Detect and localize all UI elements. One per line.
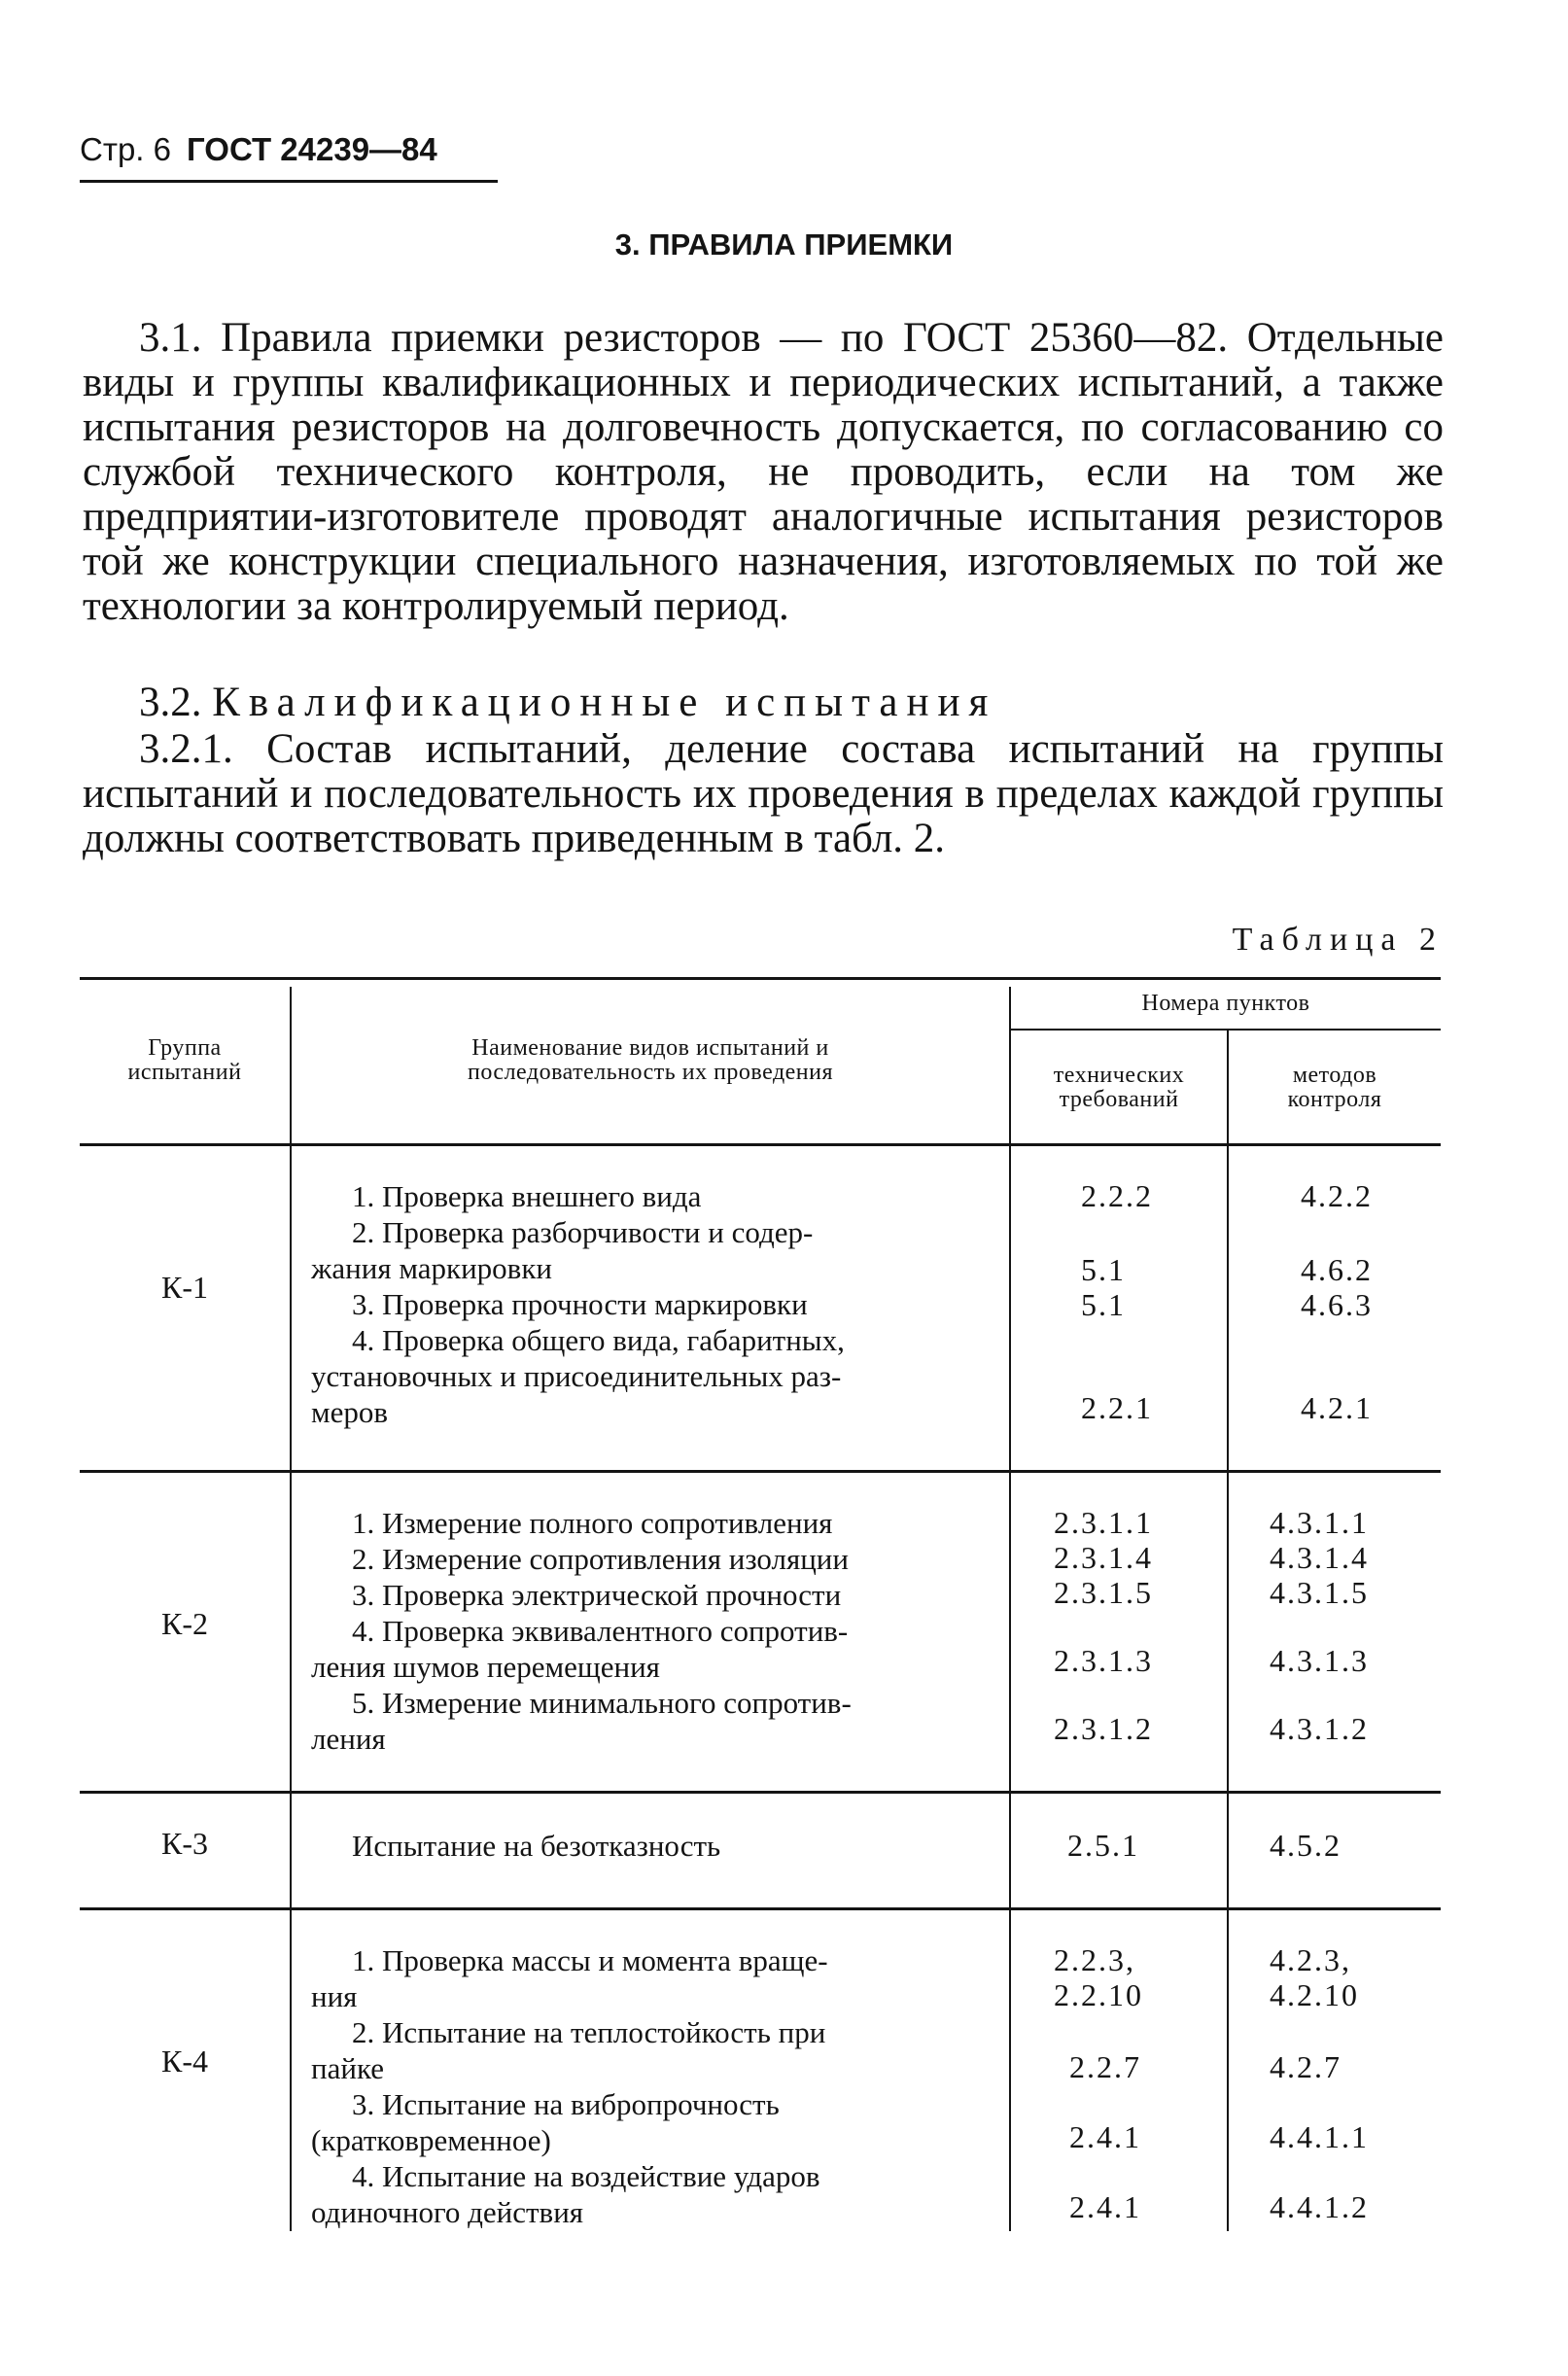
row-k2-tech-7: 2.3.1.2 [1054,1711,1153,1746]
table-caption: Таблица 2 [1232,922,1444,958]
row-k1-method-4: 4.6.3 [1301,1287,1373,1322]
row-k2-line-6: 5. Измерение минимального сопротив- [352,1686,852,1720]
header-numbers: Номера пунктов [1141,991,1310,1016]
header-tech-line-2: требований [1059,1087,1179,1112]
row-k2-tests [311,1505,1001,1757]
row-k1-line-2: 2. Проверка разборчивости и содер- [352,1215,814,1249]
row-k2-line-7: ления [311,1722,386,1756]
header-bottom-rule [80,1143,1441,1146]
page-number: Стр. 6 [80,131,171,167]
page-header [80,131,437,168]
row-k1-tech-1: 2.2.2 [1081,1178,1153,1213]
row-k1-bottom-rule [80,1470,1441,1473]
row-k2-tech-5: 2.3.1.3 [1054,1643,1153,1678]
row-k1-tech-4: 5.1 [1081,1287,1126,1322]
paragraph-3-1 [83,316,1444,629]
row-k2-method-5: 4.3.1.3 [1270,1643,1369,1678]
row-k3-line-1: Испытание на безотказность [352,1829,721,1863]
row-k1-line-5: 4. Проверка общего вида, габаритных, [352,1323,845,1357]
header-tech [1011,1064,1227,1112]
gost-number: ГОСТ 24239—84 [187,131,437,167]
header-name-line-2: последовательность их проведения [467,1060,834,1085]
row-k2-line-2: 2. Измерение сопротивления изоляции [352,1542,849,1576]
row-k4-line-2: ния [311,1979,358,2013]
row-k4-method-1: 4.2.3, [1270,1942,1351,1977]
row-k3-bottom-rule [80,1907,1441,1910]
row-k3-tests [311,1828,1001,1864]
row-k1-tests [311,1178,1001,1430]
paragraph-3-1-text: 3.1. Правила приемки резисторов — по ГОСТ 25360—82. Отдельные виды и группы квалификационных и периодических испытаний, а также испытания резисторов на долговечность допускается, по согласованию со службой технического контроля, не проводить, если на том же предприятии-изготовителе проводят аналогичные испытания резисторов той же конструкции специального назначения, изготовляемых по той же технологии за контролируемый период. [83,315,1444,629]
row-k1-group: К-1 [161,1270,208,1305]
row-k2-bottom-rule [80,1791,1441,1794]
row-k4-tech-1: 2.2.3, [1054,1942,1135,1977]
row-k4-tech-6: 2.4.1 [1069,2119,1141,2154]
row-k3-group: К-3 [161,1826,208,1861]
row-k2-line-1: 1. Измерение полного сопротивления [352,1506,833,1540]
row-k2-method-1: 4.3.1.1 [1270,1505,1369,1540]
row-k1-method-7: 4.2.1 [1301,1390,1373,1425]
row-k4-tests [311,1942,1001,2230]
row-k2-tech-3: 2.3.1.5 [1054,1575,1153,1610]
row-k4-line-7: 4. Испытание на воздействие ударов [352,2159,820,2193]
header-rule [80,180,498,183]
header-methods-line-2: контроля [1287,1087,1382,1112]
row-k4-line-4: пайке [311,2051,384,2085]
row-k1-method-1: 4.2.2 [1301,1178,1373,1213]
header-name [292,1036,1009,1085]
header-group-line-1: Группа [148,1035,222,1061]
header-group-line-2: испытаний [127,1060,242,1085]
paragraph-3-2-1 [83,727,1444,861]
row-k2-line-3: 3. Проверка электрической прочности [352,1578,842,1612]
row-k1-line-7: меров [311,1395,389,1429]
section-title: 3. ПРАВИЛА ПРИЕМКИ [614,227,954,262]
header-methods-line-1: методов [1292,1063,1377,1088]
paragraph-3-2-number: 3.2. [139,680,202,725]
row-k1-line-4: 3. Проверка прочности маркировки [352,1287,808,1321]
header-tech-line-1: технических [1053,1063,1185,1088]
row-k4-tech-4: 2.2.7 [1069,2049,1141,2084]
row-k4-line-3: 2. Испытание на теплостойкость при [352,2015,826,2049]
row-k2-method-7: 4.3.1.2 [1270,1711,1369,1746]
row-k4-method-8: 4.4.1.2 [1270,2189,1369,2224]
row-k4-line-1: 1. Проверка массы и момента враще- [352,1943,828,1977]
row-k4-tech-8: 2.4.1 [1069,2189,1141,2224]
row-k2-method-3: 4.3.1.5 [1270,1575,1369,1610]
row-k4-group: К-4 [161,2044,208,2079]
row-k4-line-6: (кратковременное) [311,2123,551,2157]
header-methods [1229,1064,1441,1112]
row-k3-tech-1: 2.5.1 [1067,1828,1139,1863]
row-k2-tech-1: 2.3.1.1 [1054,1505,1153,1540]
row-k4-tech-2: 2.2.10 [1054,1977,1143,2012]
row-k2-group: К-2 [161,1606,208,1641]
row-k2-line-4: 4. Проверка эквивалентного сопротив- [352,1614,849,1648]
row-k4-method-4: 4.2.7 [1270,2049,1342,2084]
row-k1-line-3: жания маркировки [311,1251,552,1285]
header-name-line-1: Наименование видов испытаний и [471,1035,829,1061]
paragraph-3-2-1-text: 3.2.1. Состав испытаний, деление состава испытаний на группы испытаний и последовательность их проведения в пределах каждой группы должны соответствовать приведенным в табл. 2. [83,726,1444,861]
header-group [80,1036,290,1085]
numbers-subheader-rule [1009,1029,1441,1031]
row-k4-line-5: 3. Испытание на вибропрочность [352,2087,780,2121]
row-k1-line-6: установочных и присоединительных раз- [311,1359,842,1393]
row-k2-method-2: 4.3.1.4 [1270,1540,1369,1575]
row-k1-line-1: 1. Проверка внешнего вида [352,1179,702,1213]
methods-column-rule [1227,1029,1229,2231]
row-k2-tech-2: 2.3.1.4 [1054,1540,1153,1575]
row-k1-tech-3: 5.1 [1081,1252,1126,1287]
row-k3-method-1: 4.5.2 [1270,1828,1342,1863]
row-k2-line-5: ления шумов перемещения [311,1650,660,1684]
row-k1-tech-7: 2.2.1 [1081,1390,1153,1425]
row-k4-method-6: 4.4.1.1 [1270,2119,1369,2154]
row-k4-line-8: одиночного действия [311,2195,584,2229]
row-k1-method-3: 4.6.2 [1301,1252,1373,1287]
tech-column-rule [1009,987,1011,2231]
paragraph-3-2 [83,681,1444,725]
table-top-rule [80,977,1441,980]
row-k4-method-2: 4.2.10 [1270,1977,1359,2012]
paragraph-3-2-title: Квалификационные испытания [212,680,997,725]
